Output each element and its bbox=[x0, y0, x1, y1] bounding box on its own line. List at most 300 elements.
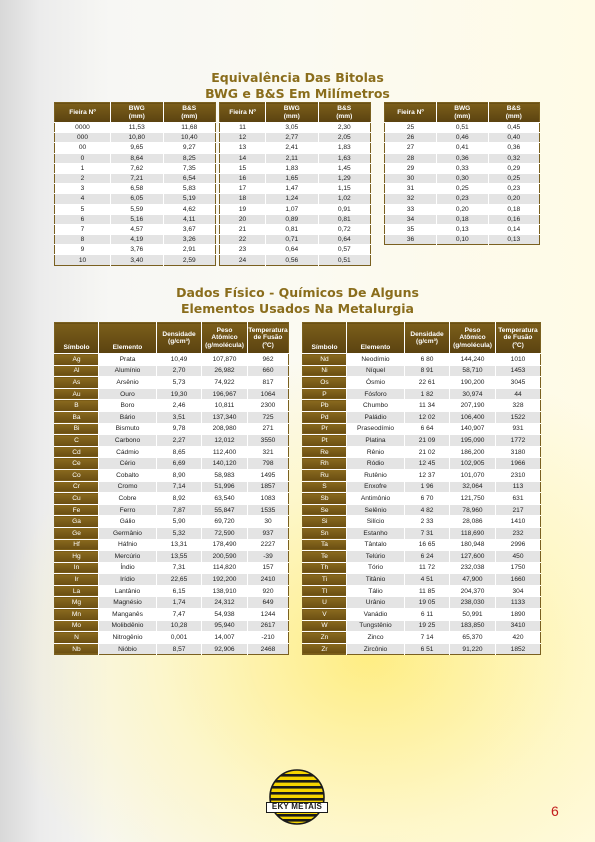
table-cell: 631 bbox=[496, 493, 541, 505]
table-row bbox=[303, 423, 541, 435]
table-cell: 8,65 bbox=[157, 446, 202, 458]
table-cell: 0,81 bbox=[318, 214, 371, 224]
column-header: BWG (mm) bbox=[437, 103, 489, 123]
column-header: Densidade (g/cm³) bbox=[405, 323, 450, 354]
table-cell: 2227 bbox=[248, 539, 289, 551]
column-header: B&S (mm) bbox=[488, 103, 540, 123]
table-cell: Rutênio bbox=[347, 469, 405, 481]
table-cell: 1966 bbox=[496, 458, 541, 470]
table-row bbox=[303, 527, 541, 539]
table-cell: 28 bbox=[385, 153, 437, 163]
table-cell: 6,54 bbox=[163, 173, 216, 183]
table-row bbox=[55, 388, 289, 400]
table-cell: 1 bbox=[55, 163, 111, 173]
table-cell: 137,340 bbox=[202, 411, 248, 423]
table-cell: 30 bbox=[248, 516, 289, 528]
table-cell: 6,15 bbox=[157, 585, 202, 597]
table-cell: 112,400 bbox=[202, 446, 248, 458]
table-cell: 5,83 bbox=[163, 184, 216, 194]
table-row bbox=[303, 632, 541, 644]
table-cell: Cádmio bbox=[99, 446, 157, 458]
table-cell: 2,59 bbox=[163, 255, 216, 265]
table-cell: 92,906 bbox=[202, 643, 248, 655]
table-row bbox=[55, 133, 216, 143]
table-row bbox=[55, 354, 289, 366]
column-header: Peso Atômico (g/molécula) bbox=[450, 323, 496, 354]
table-header-row bbox=[55, 323, 289, 354]
table-cell: Bismuto bbox=[99, 423, 157, 435]
table-row bbox=[385, 194, 540, 204]
table-cell: Nd bbox=[303, 354, 347, 366]
table-row bbox=[55, 411, 289, 423]
table-cell: 21 bbox=[220, 224, 266, 234]
table-row bbox=[303, 469, 541, 481]
table-cell: Índio bbox=[99, 562, 157, 574]
table-row bbox=[55, 214, 216, 224]
table-cell: 3,40 bbox=[111, 255, 164, 265]
table-row bbox=[55, 173, 216, 183]
table-cell: 20 bbox=[220, 214, 266, 224]
table-row bbox=[220, 123, 371, 133]
table-cell: 0,72 bbox=[318, 224, 371, 234]
table-cell: 25 bbox=[385, 123, 437, 133]
table-cell: 18 bbox=[220, 194, 266, 204]
table-cell: 931 bbox=[496, 423, 541, 435]
table-row bbox=[385, 235, 540, 245]
table-cell: 24,312 bbox=[202, 597, 248, 609]
table-cell: 8 bbox=[55, 235, 111, 245]
table-cell: 0,56 bbox=[266, 255, 319, 265]
table-cell: Cromo bbox=[99, 481, 157, 493]
table-row bbox=[55, 446, 289, 458]
table-row bbox=[55, 204, 216, 214]
table-cell: 118,690 bbox=[450, 527, 496, 539]
table-cell: 1772 bbox=[496, 435, 541, 447]
table-cell: 8,90 bbox=[157, 469, 202, 481]
table-cell: 0,29 bbox=[488, 163, 540, 173]
table-cell: As bbox=[55, 377, 99, 389]
table-cell: 63,540 bbox=[202, 493, 248, 505]
table-row bbox=[220, 214, 371, 224]
table-cell: 69,720 bbox=[202, 516, 248, 528]
column-header: Fieira Nº bbox=[385, 103, 437, 123]
table-cell: 28,086 bbox=[450, 516, 496, 528]
table-cell: 2300 bbox=[248, 400, 289, 412]
table-cell: 208,980 bbox=[202, 423, 248, 435]
table-cell: 30 bbox=[385, 173, 437, 183]
table-cell: Rh bbox=[303, 458, 347, 470]
table-cell: 8,64 bbox=[111, 153, 164, 163]
table-cell: 8 91 bbox=[405, 365, 450, 377]
table-cell: Telúrio bbox=[347, 551, 405, 563]
table-cell: 11,53 bbox=[111, 123, 164, 133]
table-cell: 12 45 bbox=[405, 458, 450, 470]
column-header: Temperatura de Fusão (ºC) bbox=[496, 323, 541, 354]
table-row bbox=[55, 224, 216, 234]
table-cell: U bbox=[303, 597, 347, 609]
table-cell: Pb bbox=[303, 400, 347, 412]
table-cell: Fe bbox=[55, 504, 99, 516]
table-cell: C bbox=[55, 435, 99, 447]
table-row bbox=[55, 377, 289, 389]
elements-title-line2: Elementos Usados Na Metalurgia bbox=[180, 301, 414, 316]
table-cell: 0000 bbox=[55, 123, 111, 133]
table-cell: 1,24 bbox=[266, 194, 319, 204]
table-cell: 798 bbox=[248, 458, 289, 470]
table-cell: 817 bbox=[248, 377, 289, 389]
table-row bbox=[55, 632, 289, 644]
gauge-title-line1: Equivalência Das Bitolas bbox=[211, 70, 384, 85]
table-cell: Cobalto bbox=[99, 469, 157, 481]
table-cell: 1,74 bbox=[157, 597, 202, 609]
gauge-table-2 bbox=[219, 102, 371, 266]
table-cell: Mo bbox=[55, 620, 99, 632]
table-row bbox=[55, 194, 216, 204]
table-cell: Zircônio bbox=[347, 643, 405, 655]
table-cell: 420 bbox=[496, 632, 541, 644]
table-cell: Bário bbox=[99, 411, 157, 423]
eky-metais-logo bbox=[268, 768, 326, 826]
table-cell: 74,922 bbox=[202, 377, 248, 389]
table-row bbox=[303, 551, 541, 563]
table-row bbox=[55, 516, 289, 528]
table-row bbox=[303, 620, 541, 632]
table-cell: Gálio bbox=[99, 516, 157, 528]
table-cell: 11 85 bbox=[405, 585, 450, 597]
table-cell: 11,68 bbox=[163, 123, 216, 133]
table-cell: Tl bbox=[303, 585, 347, 597]
table-cell: 6,58 bbox=[111, 184, 164, 194]
table-cell: 0,33 bbox=[437, 163, 489, 173]
table-header-row bbox=[385, 103, 540, 123]
table-cell: Carbono bbox=[99, 435, 157, 447]
table-cell: 3,51 bbox=[157, 411, 202, 423]
table-cell: 121,750 bbox=[450, 493, 496, 505]
table-cell: Manganês bbox=[99, 609, 157, 621]
table-row bbox=[55, 143, 216, 153]
table-cell: 1083 bbox=[248, 493, 289, 505]
table-cell: 0,25 bbox=[437, 184, 489, 194]
table-cell: Neodímio bbox=[347, 354, 405, 366]
table-cell: 6 51 bbox=[405, 643, 450, 655]
table-cell: 920 bbox=[248, 585, 289, 597]
table-row bbox=[55, 539, 289, 551]
table-row bbox=[55, 597, 289, 609]
table-cell: La bbox=[55, 585, 99, 597]
table-cell: 0,32 bbox=[488, 153, 540, 163]
table-cell: 7,31 bbox=[157, 562, 202, 574]
table-cell: 196,967 bbox=[202, 388, 248, 400]
gauge-title-line2: BWG e B&S Em Milímetros bbox=[205, 86, 390, 101]
table-row bbox=[55, 153, 216, 163]
table-cell: 157 bbox=[248, 562, 289, 574]
table-cell: 102,905 bbox=[450, 458, 496, 470]
table-cell: 450 bbox=[496, 551, 541, 563]
table-row bbox=[303, 354, 541, 366]
table-cell: 0,13 bbox=[437, 224, 489, 234]
table-cell: Te bbox=[303, 551, 347, 563]
table-row bbox=[220, 224, 371, 234]
table-row bbox=[55, 163, 216, 173]
table-cell: 22 61 bbox=[405, 377, 450, 389]
table-cell: 000 bbox=[55, 133, 111, 143]
table-cell: Ru bbox=[303, 469, 347, 481]
table-cell: 660 bbox=[248, 365, 289, 377]
table-cell: Cério bbox=[99, 458, 157, 470]
table-cell: Ouro bbox=[99, 388, 157, 400]
table-cell: Tálio bbox=[347, 585, 405, 597]
table-cell: 1750 bbox=[496, 562, 541, 574]
gauge-table-1 bbox=[54, 102, 216, 266]
table-cell: 6 80 bbox=[405, 354, 450, 366]
table-cell: 7,21 bbox=[111, 173, 164, 183]
table-cell: 4 82 bbox=[405, 504, 450, 516]
table-cell: Sn bbox=[303, 527, 347, 539]
table-row bbox=[385, 133, 540, 143]
table-row bbox=[303, 377, 541, 389]
table-cell: 1,15 bbox=[318, 184, 371, 194]
table-cell: Mn bbox=[55, 609, 99, 621]
table-cell: 50,991 bbox=[450, 609, 496, 621]
table-cell: Ga bbox=[55, 516, 99, 528]
table-cell: Enxofre bbox=[347, 481, 405, 493]
table-cell: 232 bbox=[496, 527, 541, 539]
column-header: B&S (mm) bbox=[163, 103, 216, 123]
table-row bbox=[385, 123, 540, 133]
table-cell: 2468 bbox=[248, 643, 289, 655]
table-cell: 0,001 bbox=[157, 632, 202, 644]
table-cell: Vanádio bbox=[347, 609, 405, 621]
table-cell: V bbox=[303, 609, 347, 621]
table-cell: S bbox=[303, 481, 347, 493]
column-header: Densidade (g/cm³) bbox=[157, 323, 202, 354]
table-row bbox=[220, 163, 371, 173]
table-row bbox=[303, 609, 541, 621]
table-row bbox=[55, 435, 289, 447]
table-cell: 95,940 bbox=[202, 620, 248, 632]
table-cell: 19,30 bbox=[157, 388, 202, 400]
table-cell: 321 bbox=[248, 446, 289, 458]
table-cell: B bbox=[55, 400, 99, 412]
table-row bbox=[303, 493, 541, 505]
table-cell: Si bbox=[303, 516, 347, 528]
table-cell: 1,07 bbox=[266, 204, 319, 214]
table-cell: 7,14 bbox=[157, 481, 202, 493]
table-cell: 8,25 bbox=[163, 153, 216, 163]
table-row bbox=[55, 365, 289, 377]
table-row bbox=[55, 235, 216, 245]
table-cell: 0,51 bbox=[437, 123, 489, 133]
table-cell: Mg bbox=[55, 597, 99, 609]
table-cell: 2410 bbox=[248, 574, 289, 586]
table-cell: 2 33 bbox=[405, 516, 450, 528]
table-row bbox=[303, 539, 541, 551]
table-cell: Titânio bbox=[347, 574, 405, 586]
table-cell: Ródio bbox=[347, 458, 405, 470]
table-cell: 0,16 bbox=[488, 214, 540, 224]
table-cell: 2,77 bbox=[266, 133, 319, 143]
table-cell: Sb bbox=[303, 493, 347, 505]
table-cell: 7,47 bbox=[157, 609, 202, 621]
table-cell: 1,02 bbox=[318, 194, 371, 204]
table-cell: Ferro bbox=[99, 504, 157, 516]
table-cell: Hf bbox=[55, 539, 99, 551]
page-number: 6 bbox=[551, 803, 559, 819]
table-cell: 0,45 bbox=[488, 123, 540, 133]
table-header-row bbox=[55, 103, 216, 123]
table-cell: 0,13 bbox=[488, 235, 540, 245]
table-row bbox=[55, 458, 289, 470]
table-cell: 6 70 bbox=[405, 493, 450, 505]
gauge-table-3 bbox=[384, 102, 540, 245]
column-header: Fieira Nº bbox=[55, 103, 111, 123]
table-cell: 140,120 bbox=[202, 458, 248, 470]
table-cell: 10,811 bbox=[202, 400, 248, 412]
table-cell: Ósmio bbox=[347, 377, 405, 389]
table-row bbox=[55, 255, 216, 265]
table-cell: 106,400 bbox=[450, 411, 496, 423]
table-cell: 5 bbox=[55, 204, 111, 214]
table-cell: In bbox=[55, 562, 99, 574]
table-row bbox=[303, 516, 541, 528]
table-row bbox=[55, 423, 289, 435]
table-cell: 0,36 bbox=[437, 153, 489, 163]
table-cell: Molibdênio bbox=[99, 620, 157, 632]
table-cell: 16 bbox=[220, 173, 266, 183]
table-cell: 3180 bbox=[496, 446, 541, 458]
table-header-row bbox=[220, 103, 371, 123]
table-cell: Alumínio bbox=[99, 365, 157, 377]
table-cell: 114,820 bbox=[202, 562, 248, 574]
table-row bbox=[303, 504, 541, 516]
table-cell: Nitrogênio bbox=[99, 632, 157, 644]
table-cell: 2,70 bbox=[157, 365, 202, 377]
table-cell: 5,90 bbox=[157, 516, 202, 528]
column-header: BWG (mm) bbox=[111, 103, 164, 123]
table-cell: 1133 bbox=[496, 597, 541, 609]
table-cell: 7,87 bbox=[157, 504, 202, 516]
table-cell: 1,83 bbox=[266, 163, 319, 173]
table-cell: Chumbo bbox=[347, 400, 405, 412]
table-cell: 22 bbox=[220, 235, 266, 245]
table-cell: 32,064 bbox=[450, 481, 496, 493]
table-cell: Pt bbox=[303, 435, 347, 447]
table-cell: Tungstênio bbox=[347, 620, 405, 632]
table-header-row bbox=[303, 323, 541, 354]
table-row bbox=[55, 504, 289, 516]
table-cell: 7,62 bbox=[111, 163, 164, 173]
table-cell: 4,11 bbox=[163, 214, 216, 224]
table-cell: 0,40 bbox=[488, 133, 540, 143]
table-cell: 19 bbox=[220, 204, 266, 214]
column-header: B&S (mm) bbox=[318, 103, 371, 123]
elements-title-line1: Dados Físico - Químicos De Alguns bbox=[176, 285, 419, 300]
table-cell: Ti bbox=[303, 574, 347, 586]
table-row bbox=[220, 235, 371, 245]
table-cell: 17 bbox=[220, 184, 266, 194]
column-header: Fieira Nº bbox=[220, 103, 266, 123]
table-cell: Nióbio bbox=[99, 643, 157, 655]
table-cell: 5,19 bbox=[163, 194, 216, 204]
table-cell: 7,35 bbox=[163, 163, 216, 173]
table-cell: 0,23 bbox=[437, 194, 489, 204]
table-row bbox=[385, 224, 540, 234]
table-row bbox=[385, 143, 540, 153]
table-cell: 937 bbox=[248, 527, 289, 539]
table-cell: 9 bbox=[55, 245, 111, 255]
table-cell: 27 bbox=[385, 143, 437, 153]
table-row bbox=[55, 574, 289, 586]
table-row bbox=[220, 255, 371, 265]
table-cell: 6 bbox=[55, 214, 111, 224]
table-cell: 6,05 bbox=[111, 194, 164, 204]
table-cell: Au bbox=[55, 388, 99, 400]
table-cell: 44 bbox=[496, 388, 541, 400]
table-cell: Zn bbox=[303, 632, 347, 644]
table-cell: 144,240 bbox=[450, 354, 496, 366]
table-row bbox=[55, 245, 216, 255]
table-cell: 0,14 bbox=[488, 224, 540, 234]
table-cell: Estanho bbox=[347, 527, 405, 539]
table-cell: Silício bbox=[347, 516, 405, 528]
table-cell: 0,18 bbox=[437, 214, 489, 224]
table-cell: 7 bbox=[55, 224, 111, 234]
table-row bbox=[55, 400, 289, 412]
table-cell: Bi bbox=[55, 423, 99, 435]
table-cell: 14,007 bbox=[202, 632, 248, 644]
table-cell: Lantânio bbox=[99, 585, 157, 597]
table-cell: 13 bbox=[220, 143, 266, 153]
table-cell: 232,038 bbox=[450, 562, 496, 574]
table-row bbox=[385, 163, 540, 173]
table-row bbox=[55, 620, 289, 632]
table-row bbox=[220, 245, 371, 255]
table-row bbox=[303, 643, 541, 655]
table-cell: 8,92 bbox=[157, 493, 202, 505]
table-cell: 35 bbox=[385, 224, 437, 234]
table-cell: 58,710 bbox=[450, 365, 496, 377]
table-cell: Prata bbox=[99, 354, 157, 366]
table-cell: 6,69 bbox=[157, 458, 202, 470]
table-cell: Tântalo bbox=[347, 539, 405, 551]
table-cell: 1852 bbox=[496, 643, 541, 655]
table-cell: Ge bbox=[55, 527, 99, 539]
table-cell: 5,73 bbox=[157, 377, 202, 389]
table-cell: 1,45 bbox=[318, 163, 371, 173]
table-cell: Ir bbox=[55, 574, 99, 586]
table-cell: 13,55 bbox=[157, 551, 202, 563]
table-cell: 1,63 bbox=[318, 153, 371, 163]
table-cell: 7 14 bbox=[405, 632, 450, 644]
table-cell: 0,46 bbox=[437, 133, 489, 143]
table-cell: Os bbox=[303, 377, 347, 389]
table-row bbox=[303, 388, 541, 400]
table-cell: 10,80 bbox=[111, 133, 164, 143]
table-cell: 23 bbox=[220, 245, 266, 255]
table-cell: 0,41 bbox=[437, 143, 489, 153]
table-cell: 0,20 bbox=[437, 204, 489, 214]
table-cell: 11 bbox=[220, 123, 266, 133]
table-cell: 0,64 bbox=[266, 245, 319, 255]
table-row bbox=[303, 411, 541, 423]
column-header: Símbolo bbox=[303, 323, 347, 354]
table-cell: Zr bbox=[303, 643, 347, 655]
table-cell: 2,30 bbox=[318, 123, 371, 133]
table-cell: 6 64 bbox=[405, 423, 450, 435]
table-cell: Níquel bbox=[347, 365, 405, 377]
table-cell: Th bbox=[303, 562, 347, 574]
table-cell: Boro bbox=[99, 400, 157, 412]
